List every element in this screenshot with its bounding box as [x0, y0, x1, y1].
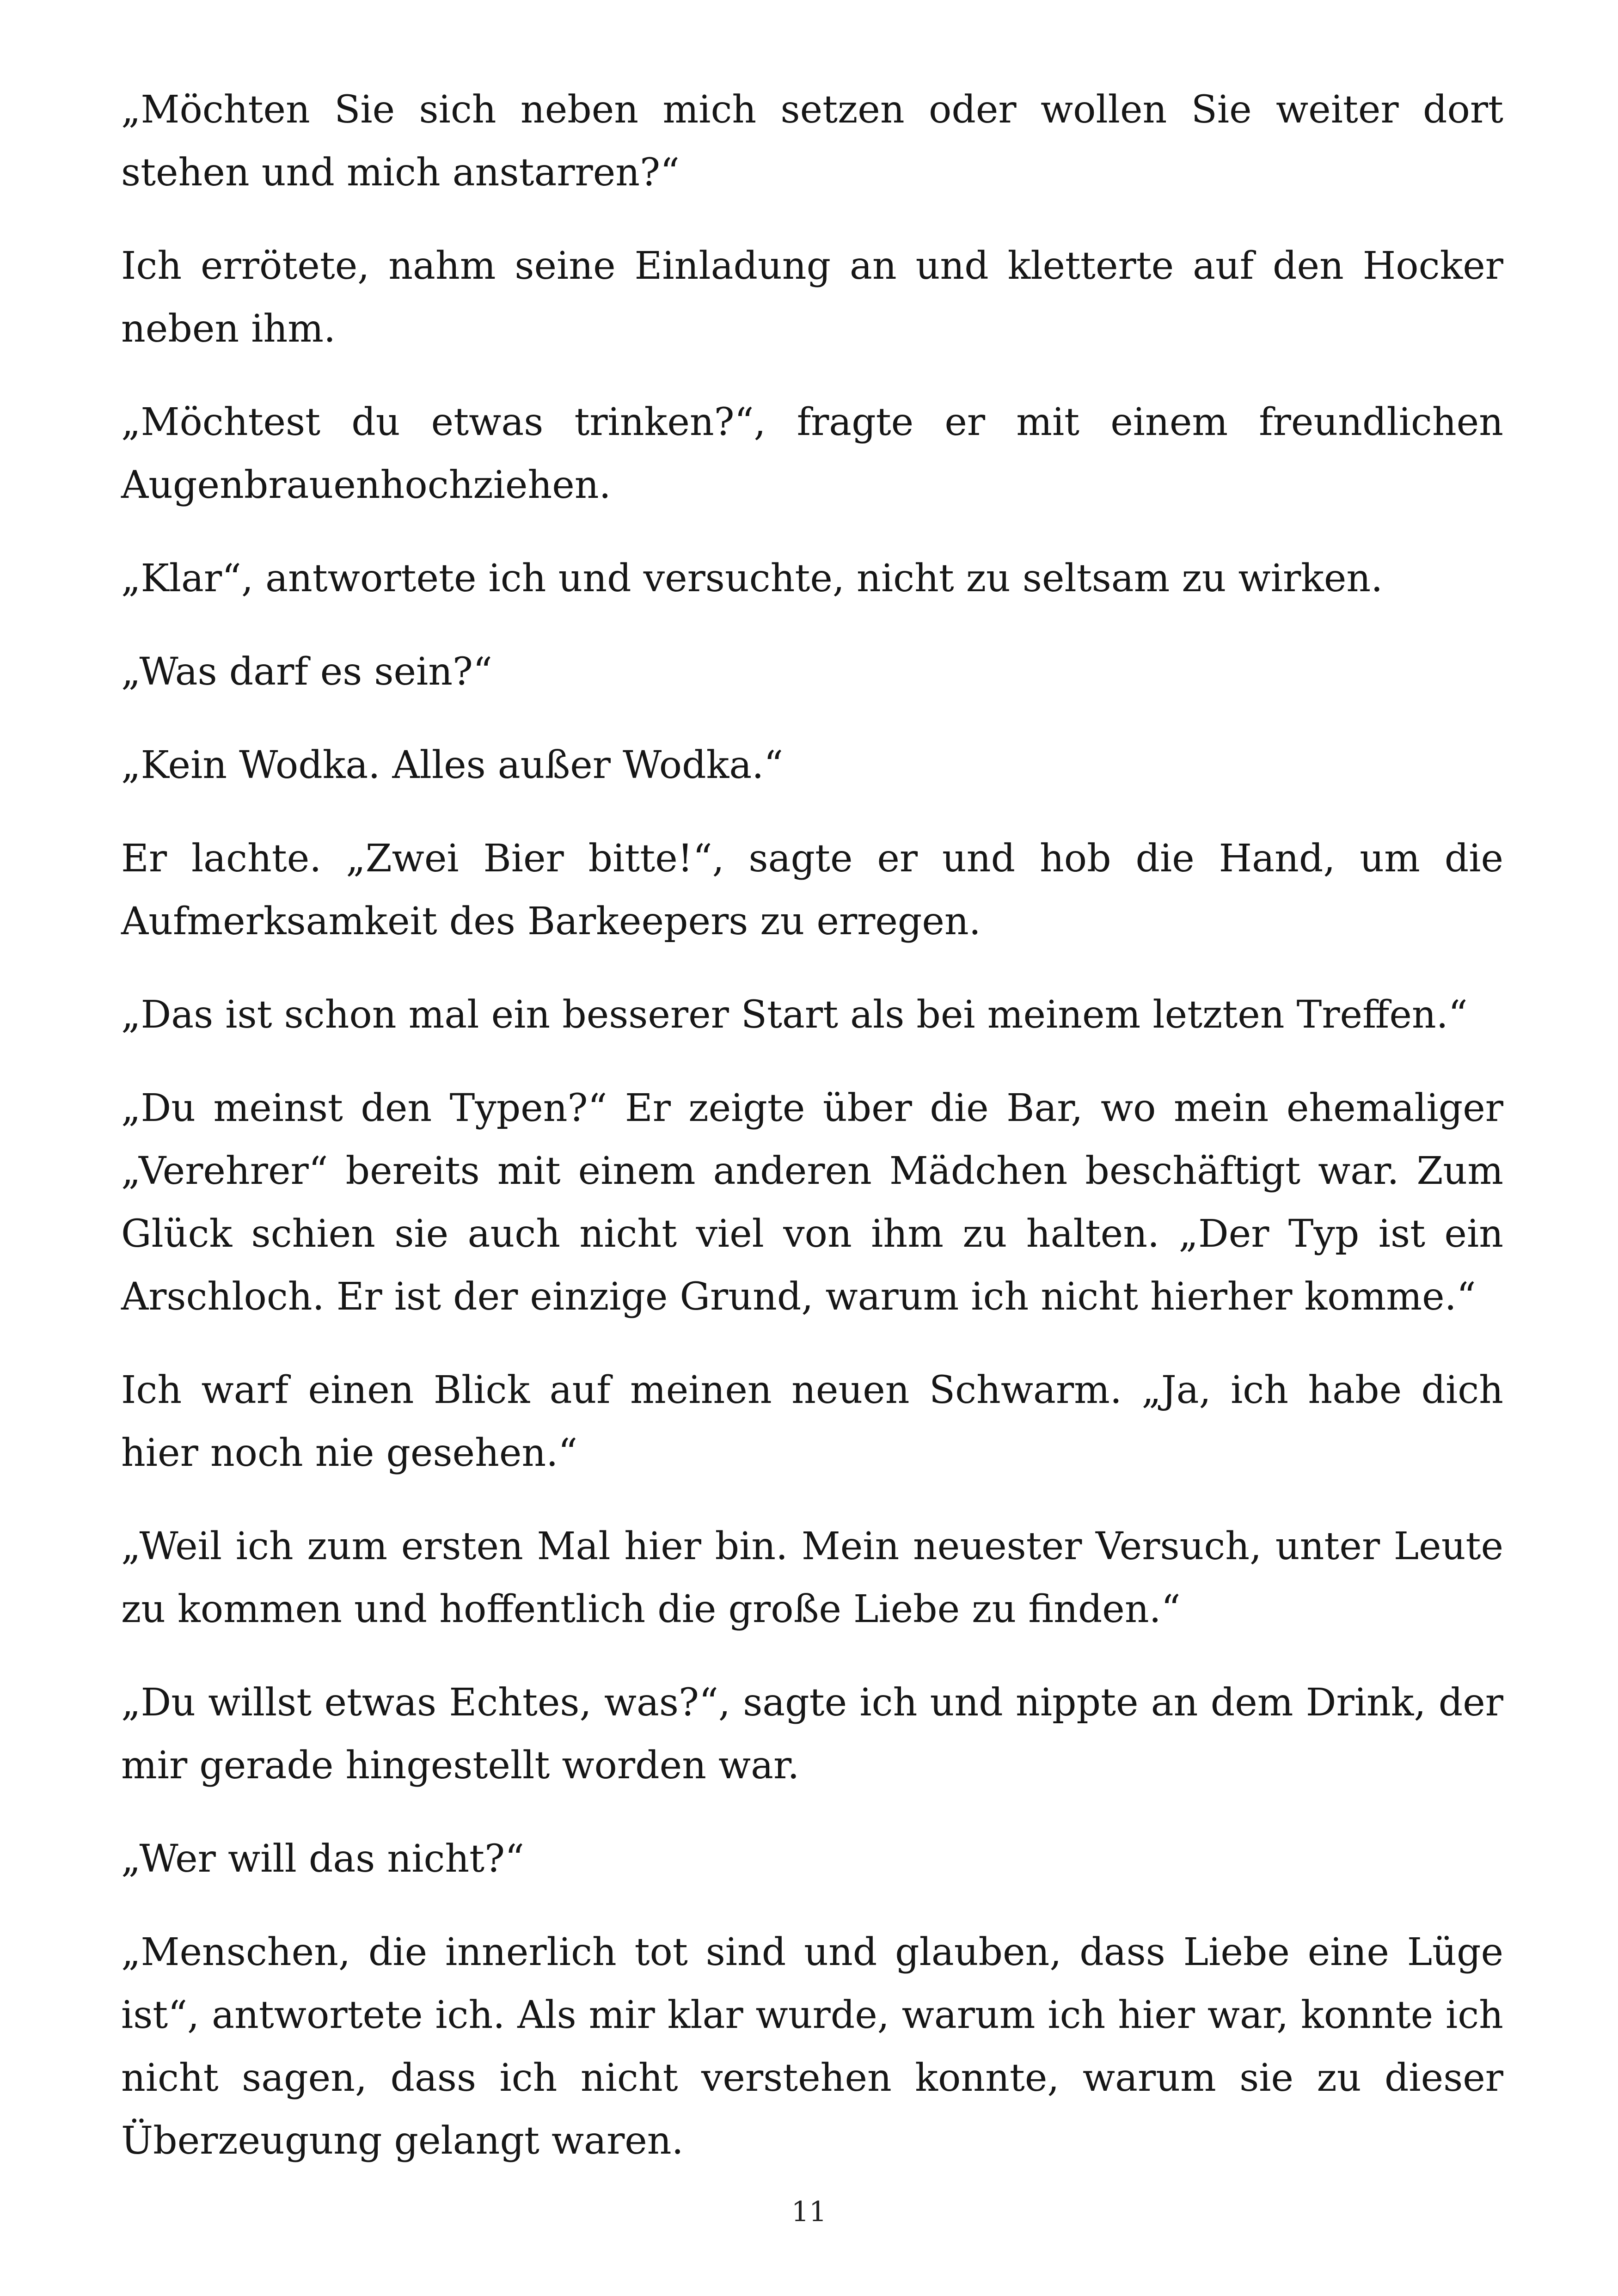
paragraph: „Möchten Sie sich neben mich setzen oder wollen Sie weiter dort stehen und mich anstarren?“: [121, 88, 1503, 195]
paragraph: „Was darf es sein?“: [121, 650, 492, 694]
paragraph: Ich errötete, nahm seine Einladung an und kletterte auf den Hocker neben ihm.: [121, 244, 1503, 351]
paragraph: „Du meinst den Typen?“ Er zeigte über die Bar, wo mein ehemaliger „Verehrer“ bereits mit einem anderen Mädchen beschäftigt war. Zum Glück schien sie auch nicht viel von ihm zu halten. „Der Typ ist ein Arschloch. Er ist der einzige Grund, warum ich nicht hierher komme.“: [121, 1086, 1503, 1319]
paragraph: Er lachte. „Zwei Bier bitte!“, sagte er und hob die Hand, um die Aufmerksamkeit des Barkeepers zu erregen.: [121, 837, 1503, 943]
paragraph: „Möchtest du etwas trinken?“, fragte er mit einem freundlichen Augenbrauenhochziehen.: [121, 400, 1503, 507]
text-body: [121, 79, 1503, 2203]
paragraph: „Du willst etwas Echtes, was?“, sagte ich und nippte an dem Drink, der mir gerade hingestellt worden war.: [121, 1681, 1503, 1788]
paragraph: „Das ist schon mal ein besserer Start als bei meinem letzten Treffen.“: [121, 993, 1468, 1037]
paragraph: „Klar“, antwortete ich und versuchte, nicht zu seltsam zu wirken.: [121, 557, 1383, 600]
paragraph: „Menschen, die innerlich tot sind und glauben, dass Liebe eine Lüge ist“, antwortete ich. Als mir klar wurde, warum ich hier war, konnte ich nicht sagen, dass ich nicht verstehen konnte, warum sie zu dieser Überzeugung gelangt waren.: [121, 1930, 1503, 2163]
page-number: 11: [791, 2196, 827, 2228]
paragraph: „Weil ich zum ersten Mal hier bin. Mein neuester Versuch, unter Leute zu kommen und hoffentlich die große Liebe zu finden.“: [121, 1525, 1503, 1631]
paragraph: „Wer will das nicht?“: [121, 1837, 525, 1881]
paragraph: „Kein Wodka. Alles außer Wodka.“: [121, 743, 784, 787]
paragraph: Ich warf einen Blick auf meinen neuen Schwarm. „Ja, ich habe dich hier noch nie gesehen.“: [121, 1368, 1503, 1475]
